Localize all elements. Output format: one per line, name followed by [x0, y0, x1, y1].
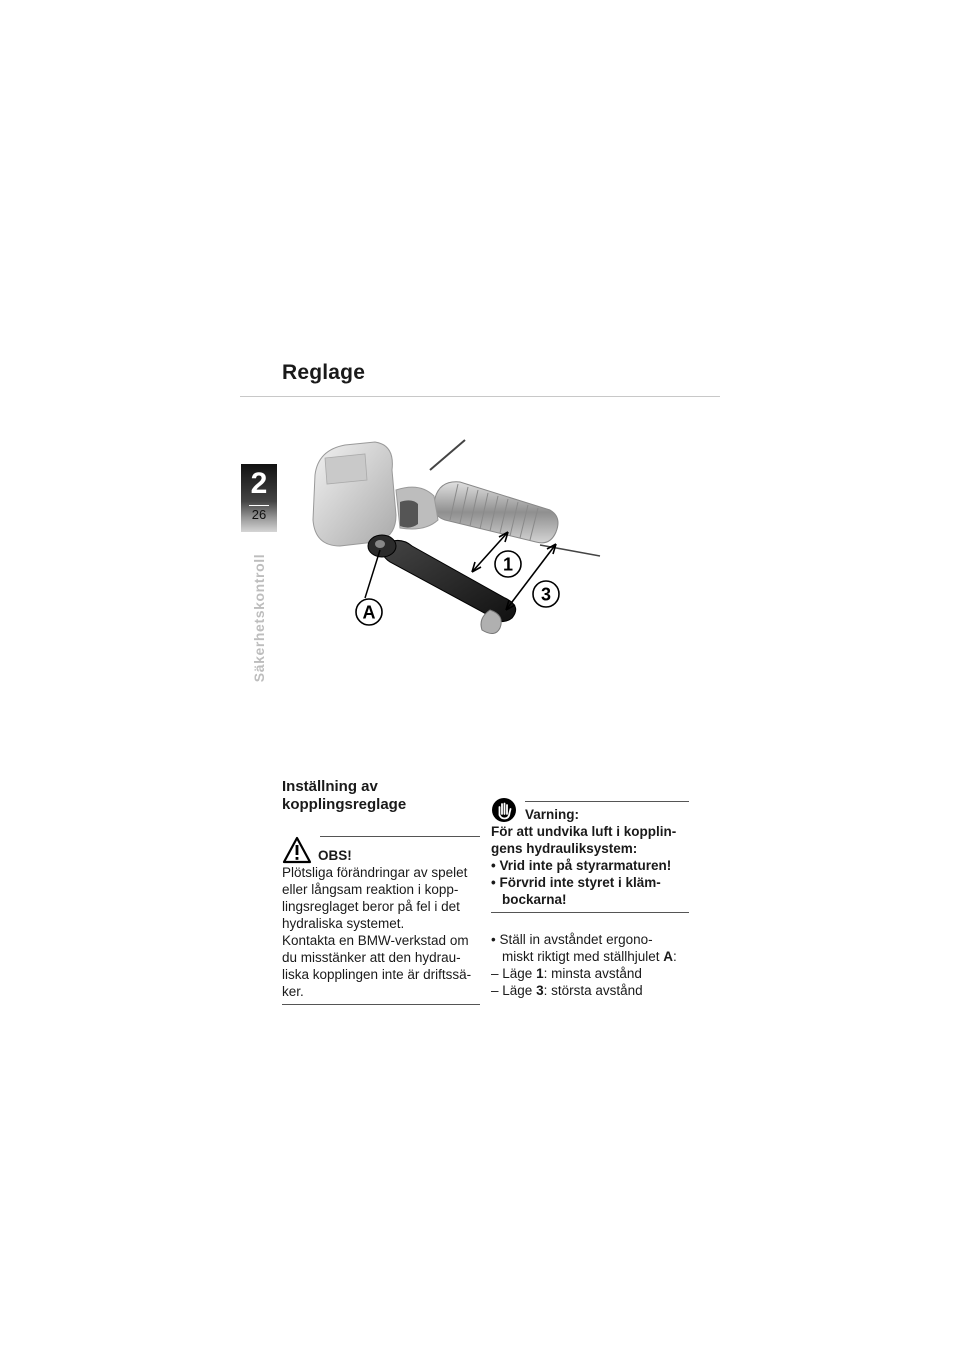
stop-hand-icon	[491, 797, 517, 823]
warning-top-rule	[525, 801, 689, 802]
note-top-rule	[320, 836, 480, 837]
warning-bullet: • Vrid inte på styrarmaturen!	[491, 858, 672, 873]
note-header	[282, 834, 480, 864]
callout-1	[495, 551, 521, 577]
position-item: – Läge 3: största avstånd	[491, 983, 643, 998]
housing-label-plate	[325, 454, 367, 484]
callout-3-text: 3	[540, 584, 552, 605]
section-title: Reglage	[282, 361, 366, 384]
warning-line: gens hydrauliksystem:	[491, 841, 638, 856]
instructions	[491, 931, 689, 999]
note-box	[282, 834, 480, 1005]
clutch-lever	[382, 540, 515, 621]
header-divider	[240, 396, 720, 397]
handlebar-line	[430, 440, 465, 470]
adjuster-wheel-center	[375, 540, 385, 548]
clamp-knob	[400, 500, 418, 527]
callout-a-text: A	[362, 602, 376, 623]
callout-a	[356, 599, 382, 625]
callout-1-text: 1	[502, 554, 514, 575]
note-line: ker.	[282, 984, 304, 999]
position-item: – Läge 1: minsta avstånd	[491, 966, 642, 981]
warning-header	[491, 797, 689, 823]
page-number: 26	[251, 507, 267, 522]
subheading: Inställning av kopplingsreglage	[282, 778, 407, 813]
callout-3	[533, 581, 559, 607]
instruction-bullet: • Ställ in avståndet ergono- miskt riktigt med ställhjulet A:	[491, 932, 677, 964]
note-line: lingsreglaget beror på fel i det	[282, 899, 460, 914]
chapter-tab-divider	[249, 505, 269, 506]
clutch-lever-illustration	[300, 420, 620, 670]
note-line: du misstänker att den hydrau-	[282, 950, 461, 965]
warning-line: För att undvika luft i kopplin-	[491, 824, 677, 839]
leader-line-a	[365, 550, 380, 598]
note-line: Kontakta en BMW-verkstad om	[282, 933, 469, 948]
note-line: hydraliska systemet.	[282, 916, 405, 931]
chapter-number: 2	[250, 467, 268, 500]
note-title: OBS!	[318, 848, 352, 863]
note-line: eller långsam reaktion i kopp-	[282, 882, 459, 897]
note-line: Plötsliga förändringar av spelet	[282, 865, 468, 880]
chapter-side-label: Säkerhetskontroll	[251, 553, 267, 683]
note-line: liska kopplingen inte är driftssä-	[282, 967, 472, 982]
left-column	[282, 778, 480, 1005]
right-column	[491, 797, 689, 999]
warning-bullet: • Förvrid inte styret i kläm- bockarna!	[491, 875, 661, 907]
caution-triangle-icon	[282, 836, 312, 864]
warning-box	[491, 797, 689, 913]
handlebar-grip	[434, 482, 558, 543]
warning-title: Varning:	[525, 807, 580, 822]
